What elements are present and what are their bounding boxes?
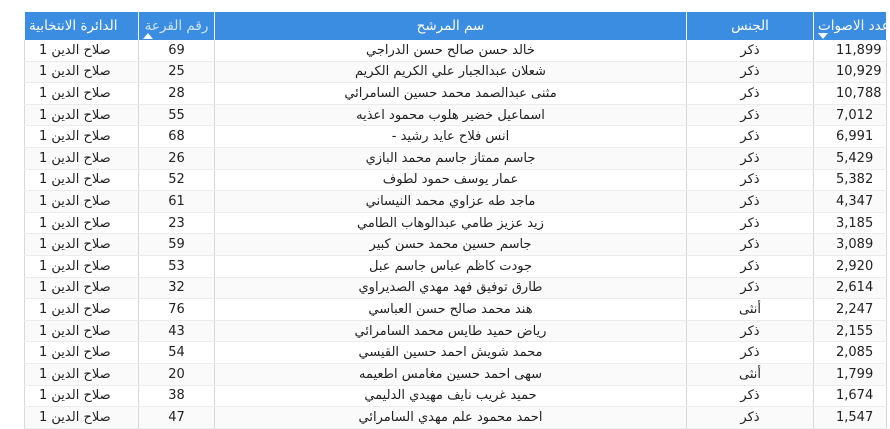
results-table [24,12,890,429]
votes-cell: 10,929 [814,61,887,83]
gender-cell: ذكر [687,191,814,213]
candidate-name-cell: رياض حميد طايس محمد السامرائي [215,320,687,342]
district-cell: صلاح الدين 1 [25,169,139,191]
votes-cell: 5,429 [814,147,887,169]
table-body [25,40,887,428]
gender-cell: ذكر [687,61,814,83]
ballot-number-cell: 69 [139,40,215,61]
district-cell: صلاح الدين 1 [25,385,139,407]
candidate-name-cell: محمد شويش احمد حسين القيسي [215,342,687,364]
district-cell: صلاح الدين 1 [25,40,139,61]
gender-cell: أنثى [687,299,814,321]
ballot-number-cell: 52 [139,169,215,191]
candidate-name-cell: هند محمد صالح حسن العباسي [215,299,687,321]
district-cell: صلاح الدين 1 [25,147,139,169]
column-header-votes-label: عدد الاصوات [818,18,890,34]
gender-cell: ذكر [687,212,814,234]
ballot-number-cell: 28 [139,83,215,105]
votes-cell: 2,247 [814,299,887,321]
ballot-number-cell: 38 [139,385,215,407]
table-row[interactable] [25,299,887,321]
header-row [25,12,887,40]
column-header-ballot-number-label: رقم القرعة [144,18,209,34]
ballot-number-cell: 76 [139,299,215,321]
candidate-name-cell: ماجد طه عزاوي محمد النيساني [215,191,687,213]
district-cell: صلاح الدين 1 [25,407,139,429]
votes-cell: 4,347 [814,191,887,213]
votes-cell: 7,012 [814,104,887,126]
ballot-number-cell: 43 [139,320,215,342]
district-cell: صلاح الدين 1 [25,234,139,256]
ballot-number-cell: 54 [139,342,215,364]
table-row[interactable] [25,385,887,407]
ballot-number-cell: 23 [139,212,215,234]
ballot-number-cell: 61 [139,191,215,213]
gender-cell: ذكر [687,40,814,61]
ballot-number-cell: 55 [139,104,215,126]
gender-cell: ذكر [687,255,814,277]
column-header-ballot-number[interactable] [139,12,215,40]
table-row[interactable] [25,40,887,61]
results-table-container [24,12,890,425]
district-cell: صلاح الدين 1 [25,104,139,126]
table-row[interactable] [25,320,887,342]
table-row[interactable] [25,169,887,191]
table-row[interactable] [25,126,887,148]
table-row[interactable] [25,407,887,429]
candidate-name-cell: عمار يوسف حمود لطوف [215,169,687,191]
column-header-district[interactable]: الدائرة الانتخابية [25,12,139,40]
table-row[interactable] [25,255,887,277]
gender-cell: ذكر [687,277,814,299]
votes-cell: 2,920 [814,255,887,277]
table-row[interactable] [25,191,887,213]
table-row[interactable] [25,234,887,256]
votes-cell: 10,788 [814,83,887,105]
district-cell: صلاح الدين 1 [25,191,139,213]
ballot-number-cell: 20 [139,363,215,385]
candidate-name-cell: انس فلاح عايد رشيد - [215,126,687,148]
ballot-number-cell: 68 [139,126,215,148]
votes-cell: 5,382 [814,169,887,191]
gender-cell: ذكر [687,126,814,148]
gender-cell: ذكر [687,385,814,407]
table-row[interactable] [25,83,887,105]
gender-cell: ذكر [687,169,814,191]
district-cell: صلاح الدين 1 [25,61,139,83]
votes-cell: 1,674 [814,385,887,407]
district-cell: صلاح الدين 1 [25,299,139,321]
candidate-name-cell: خالد حسن صالح حسن الدراجي [215,40,687,61]
gender-cell: ذكر [687,234,814,256]
candidate-name-cell: شعلان عبدالجبار علي الكريم الكريم [215,61,687,83]
votes-cell: 1,799 [814,363,887,385]
district-cell: صلاح الدين 1 [25,255,139,277]
district-cell: صلاح الدين 1 [25,277,139,299]
gender-cell: ذكر [687,147,814,169]
ballot-number-cell: 25 [139,61,215,83]
column-header-votes[interactable] [814,12,890,40]
gender-cell: ذكر [687,104,814,126]
ballot-number-cell: 53 [139,255,215,277]
district-cell: صلاح الدين 1 [25,320,139,342]
gender-cell: ذكر [687,320,814,342]
table-row[interactable] [25,104,887,126]
ballot-number-cell: 26 [139,147,215,169]
candidate-name-cell: مثنى عبدالصمد محمد حسين السامرائي [215,83,687,105]
votes-cell: 1,547 [814,407,887,429]
district-cell: صلاح الدين 1 [25,212,139,234]
district-cell: صلاح الدين 1 [25,83,139,105]
gender-cell: أنثى [687,363,814,385]
votes-cell: 11,899 [814,40,887,61]
ballot-number-cell: 32 [139,277,215,299]
sort-descending-icon [818,33,828,39]
votes-cell: 2,614 [814,277,887,299]
candidate-name-cell: جاسم حسين محمد حسن كبير [215,234,687,256]
gender-cell: ذكر [687,83,814,105]
table-row[interactable] [25,212,887,234]
table-row[interactable] [25,342,887,364]
votes-cell: 6,991 [814,126,887,148]
table-row[interactable] [25,363,887,385]
candidate-name-cell: زيد عزيز طامي عبدالوهاب الطامي [215,212,687,234]
candidate-name-cell: طارق توفيق فهد مهدي الصديراوي [215,277,687,299]
candidate-name-cell: سهى احمد حسين مغامس اطعيمه [215,363,687,385]
district-cell: صلاح الدين 1 [25,342,139,364]
table-row[interactable] [25,147,887,169]
column-header-candidate-name[interactable]: سم المرشح [215,12,687,40]
candidate-name-cell: جاسم ممتاز جاسم محمد البازي [215,147,687,169]
district-cell: صلاح الدين 1 [25,363,139,385]
candidate-name-cell: احمد محمود علم مهدي السامرائي [215,407,687,429]
votes-cell: 2,085 [814,342,887,364]
votes-cell: 3,185 [814,212,887,234]
district-cell: صلاح الدين 1 [25,126,139,148]
gender-cell: ذكر [687,407,814,429]
table-row[interactable] [25,61,887,83]
candidate-name-cell: اسماعيل خضير هلوب محمود اعذيه [215,104,687,126]
votes-cell: 3,089 [814,234,887,256]
sort-ascending-icon [143,33,153,39]
table-row[interactable] [25,277,887,299]
votes-cell: 2,155 [814,320,887,342]
candidate-name-cell: جودت كاظم عباس جاسم عبل [215,255,687,277]
ballot-number-cell: 47 [139,407,215,429]
gender-cell: ذكر [687,342,814,364]
column-header-gender[interactable]: الجنس [687,12,814,40]
ballot-number-cell: 59 [139,234,215,256]
candidate-name-cell: حميد غريب نايف مهيدي الدليمي [215,385,687,407]
